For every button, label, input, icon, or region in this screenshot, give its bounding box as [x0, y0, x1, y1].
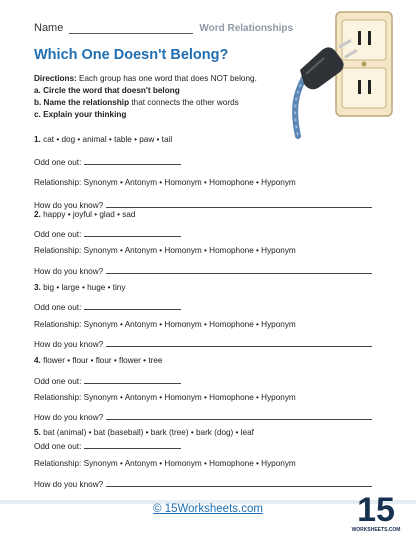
step-b-bold: b. Name the relationship	[34, 98, 130, 107]
question-words: cat • dog • animal • table • paw • tail	[40, 135, 173, 144]
how-do-you-know-label: How do you know?	[34, 267, 104, 276]
how-do-you-know-3	[34, 338, 372, 349]
relationship-options: Relationship: Synonym • Antonym • Homonym • Homophone • Hyponym	[34, 393, 296, 402]
relationship-options: Relationship: Synonym • Antonym • Homonym • Homophone • Hyponym	[34, 246, 296, 255]
question-number: 4.	[34, 356, 41, 365]
directions-step-a	[34, 85, 180, 96]
name-label: Name	[34, 22, 64, 34]
how-do-you-know-label: How do you know?	[34, 480, 104, 489]
question-number: 2.	[34, 210, 41, 219]
question-number: 3.	[34, 283, 41, 292]
how-do-you-know-label: How do you know?	[34, 201, 104, 210]
relationship-4	[34, 393, 296, 402]
odd-one-out-label: Odd one out:	[34, 230, 82, 239]
question-number: 1.	[34, 135, 41, 144]
question-words: big • large • huge • tiny	[40, 283, 126, 292]
relationship-3	[34, 320, 296, 329]
worksheet-title: Word Relationships	[199, 23, 294, 34]
directions-label: Directions:	[34, 74, 77, 83]
question-number: 5.	[34, 428, 41, 437]
step-c-text: c. Explain your thinking	[34, 110, 127, 119]
how-do-you-know-5	[34, 478, 372, 489]
odd-one-out-3	[34, 301, 181, 312]
odd-one-out-label: Odd one out:	[34, 377, 82, 386]
how-do-you-know-2	[34, 265, 372, 276]
question-words: flower • flour • flour • flower • tree	[40, 356, 163, 365]
directions-text: Each group has one word that does NOT belong.	[76, 74, 257, 83]
odd-one-out-field[interactable]	[84, 156, 181, 165]
logo-number: 15	[357, 491, 395, 529]
odd-one-out-label: Odd one out:	[34, 158, 82, 167]
outlet-plug-icon	[286, 8, 398, 138]
odd-one-out-field[interactable]	[84, 301, 181, 310]
relationship-2	[34, 246, 296, 255]
odd-one-out-field[interactable]	[84, 228, 181, 237]
odd-one-out-2	[34, 228, 181, 239]
question-words: happy • joyful • glad • sad	[40, 210, 136, 219]
how-do-you-know-1	[34, 199, 372, 210]
how-do-you-know-label: How do you know?	[34, 340, 104, 349]
relationship-options: Relationship: Synonym • Antonym • Homonym • Homophone • Hyponym	[34, 320, 296, 329]
relationship-1	[34, 178, 296, 187]
odd-one-out-field[interactable]	[84, 375, 181, 384]
how-do-you-know-4	[34, 411, 372, 422]
relationship-options: Relationship: Synonym • Antonym • Homonym • Homophone • Hyponym	[34, 459, 296, 468]
question-1	[34, 135, 172, 144]
directions-step-b	[34, 97, 239, 108]
logo-text: WORKSHEETS.COM	[351, 527, 401, 533]
odd-one-out-4	[34, 375, 181, 386]
question-5	[34, 428, 254, 437]
page-title: Which One Doesn't Belong?	[34, 47, 229, 63]
question-3	[34, 283, 125, 292]
odd-one-out-label: Odd one out:	[34, 303, 82, 312]
odd-one-out-label: Odd one out:	[34, 442, 82, 451]
copyright-link[interactable]: © 15Worksheets.com	[153, 503, 263, 515]
question-2	[34, 210, 135, 219]
relationship-5	[34, 459, 296, 468]
explanation-field[interactable]	[106, 265, 372, 274]
15worksheets-logo	[351, 487, 401, 535]
question-4	[34, 356, 162, 365]
explanation-field[interactable]	[106, 199, 372, 208]
odd-one-out-5	[34, 440, 181, 451]
step-a-text: a. Circle the word that doesn't belong	[34, 86, 180, 95]
how-do-you-know-label: How do you know?	[34, 413, 104, 422]
odd-one-out-field[interactable]	[84, 440, 181, 449]
explanation-field[interactable]	[106, 338, 372, 347]
directions-line	[34, 73, 257, 84]
name-row	[34, 22, 293, 34]
name-field[interactable]	[69, 23, 193, 34]
explanation-field[interactable]	[106, 411, 372, 420]
directions-step-c	[34, 109, 126, 120]
relationship-options: Relationship: Synonym • Antonym • Homonym • Homophone • Hyponym	[34, 178, 296, 187]
step-b-text: that connects the other words	[129, 98, 239, 107]
odd-one-out-1	[34, 156, 181, 167]
question-words: bat (animal) • bat (baseball) • bark (tree) • bark (dog) • leaf	[40, 428, 254, 437]
explanation-field[interactable]	[106, 478, 372, 487]
